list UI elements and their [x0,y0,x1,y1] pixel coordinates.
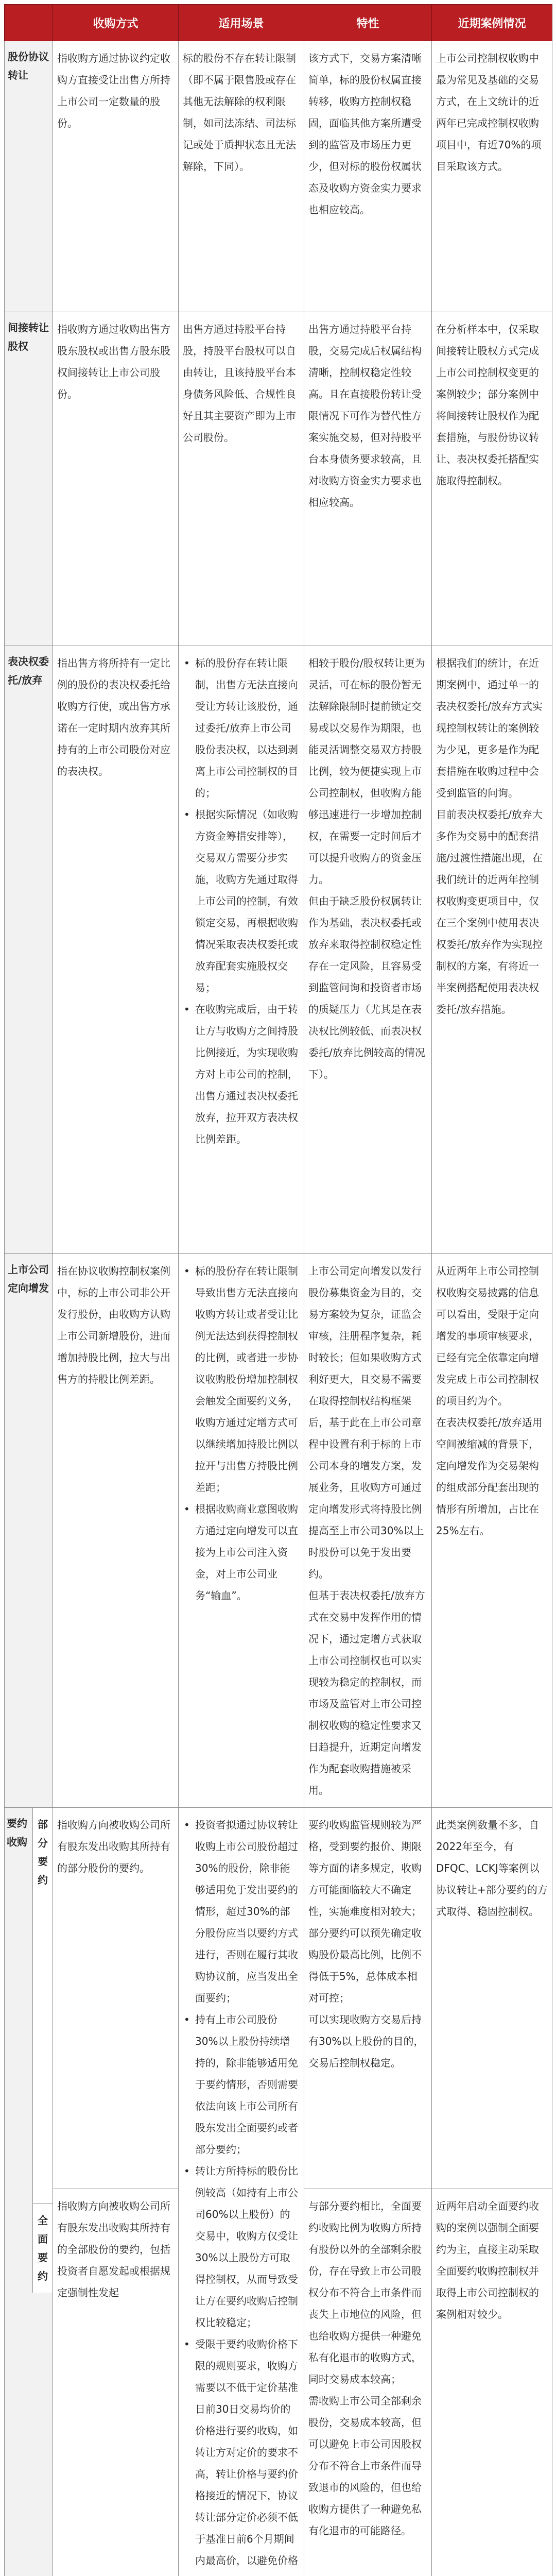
cases-cell: 此类案例数量不多，自2022年至今，有DFQC、LCKJ等案例以协议转让+部分要约的方式取得、稳固控制权。 [432,1808,552,2189]
acquisition-methods-table [4,4,552,2576]
list-item: • 在收购完成后，由于转让方与收购方之间持股比例接近，为实现收购方对上市公司的控制，出售方通过表决权委托放弃，拉开双方表决权比例差距。 [183,998,300,1150]
method-cell: 指收购方通过收购出售方股东股权或出售方股东股权间接转让上市公司股份。 [53,312,179,646]
header-scenario: 适用场景 [179,5,304,41]
features-cell: 出售方通过持股平台持股，交易完成后权属结构清晰，控制权稳定性较高。且在直接股份转让受限情况下可作为替代性方案实施交易，但对持股平台本身债务要求较高，且对收购方资金实力要求也相应较高。 [304,312,432,646]
sub-label-full: 全面要约 [33,2204,53,2293]
features-cell: 上市公司定向增发以发行股份募集资金为目的，交易方案较为复杂，证监会审核，注册程序复杂，耗时较长；但如果收购方式利好更大，且交易不需要在取得控制权结构框架后，基于此在上市公司章程中设置有利于标的上市公司本身的增发方案，发展业务，且收购方可通过定向增发形式将持股比例提高至上市公司30%以上时股份可以免于发出要约。 但基于表决权委托/放弃方式在交易中发挥作用的情况下，通过定增方式获取上市公司控制权也可以实现较为稳定的控制权，而市场及监管对上市公司控制权收购的稳定性要求又日趋提升，近期定向增发作为配套收购措施被采用。 [304,1254,432,1808]
list-item: • 持有上市公司股份30%以上股份持续增持的，除非能够适用免于要约情形，否则需要依法向该上市公司所有股东发出全面要约或者部分要约； [183,2009,300,2160]
header-features: 特性 [304,5,432,41]
method-cell: 指收购方向被收购公司所有股东发出收购其所持有的全部股份的要约，包括投资者自愿发起或根据规定强制性发起 [53,2189,179,2576]
row-label: 股份协议转让 [5,41,53,312]
row-label: 上市公司定向增发 [5,1254,53,1808]
table-row [5,312,552,646]
list-item: • 投资者拟通过协议转让收购上市公司股份超过30%的股份，除非能够适用免于发出要约的情形，超过30%的部分股份应当以要约方式进行，否则在履行其收购协议前，应当发出全面要约； [183,1814,300,2009]
row-label: 间接转让股权 [5,312,53,646]
cases-cell: 从近两年上市公司控制权收购交易披露的信息可以看出，受限于定向增发的事项审核要求，已经有完全依靠定向增发完成上市公司控制权的项目约为个。 在表决权委托/放弃适用空间被缩减的背景下，定向增发作为交易架构的组成部分配套出现的情形有所增加，占比在25%左右。 [432,1254,552,1808]
row-label-text: 要约收购 [7,1817,27,1848]
cases-cell: 在分析样本中，仅采取间接转让股权方式完成上市公司控制权变更的案例较少；部分案例中将间接转让股权作为配套措施，与股份协议转让、表决权委托搭配实施取得控制权。 [432,312,552,646]
list-item: • 标的股份存在转让限制，出售方无法直接向受让方转让该股份，通过委托/放弃上市公司股份表决权，以达到剥离上市公司控制权的目的； [183,652,300,804]
scenario-cell: 标的股份不存在转让限制（即不属于限售股或存在其他无法解除的权利限制，如司法冻结、司法标记或处于质押状态且无法解除，下同）。 [179,41,304,312]
table-row [5,646,552,1254]
method-cell: 指收购方通过协议约定收购方直接受让出售方所持上市公司一定数量的股份。 [53,41,179,312]
table-row [5,1808,552,2189]
list-item: • 根据收购商业意图收购方通过定向增发可以直接为上市公司注入资金，对上市公司业务“输血”。 [183,1498,300,1606]
features-cell: 要约收购监管规则较为严格，受到要约报价、期限等方面的诸多规定，收购方可能面临较大不确定性，实施难度相对较大； 部分要约可以预先确定收购股份最高比例，比例不得低于5%，总体成本相对可控； 可以实现收购方交易后持有30%以上股份的目的，交易后控制权稳定。 [304,1808,432,2189]
list-item: • 标的股份存在转让限制导致出售方无法直接向收购方转让或者受让比例无法达到获得控制权的比例，或者进一步协议收购股份增加控制权会触发全面要约义务，收购方通过定增方式可以继续增加持股比例以拉开与出售方持股比例差距； [183,1260,300,1498]
method-cell: 指收购方向被收购公司所有股东发出收购其所持有的部分股份的要约。 [53,1808,179,2189]
scenario-list [183,1814,300,2576]
header-type [5,5,53,41]
scenario-cell: 出售方通过持股平台持股，持股平台股权可以自由转让，且该持股平台本身债务风险低、合规性良好且其主要资产即为上市公司股份。 [179,312,304,646]
features-cell: 该方式下，交易方案清晰简单，标的股份权属直接转移，收购方控制权稳固，面临其他方案所遭受到的监管及市场压力更少，但对标的股份权属状态及收购方资金实力要求也相应较高。 [304,41,432,312]
scenario-cell [179,646,304,1254]
method-cell: 指出售方将所持有一定比例的股份的表决权委托给收购方行使，或出售方承诺在一定时期内放弃其所持有的上市公司股份对应的表决权。 [53,646,179,1254]
header-method: 收购方式 [53,5,179,41]
list-item: • 受限于要约收购价格下限的规则要求，收购方需要以不低于定价基准日前30日交易均价的价格进行要约收购，如转让方对定价的要求不高，转让价格与要约价格接近的情况下，协议转让部分定价必须不低于基准日前6个月期间内最高价，以避免价格 [183,2333,300,2576]
row-label [5,1808,53,2576]
row-label: 表决权委托/放弃 [5,646,53,1254]
scenario-list [183,652,300,1150]
table-row [5,41,552,312]
list-item: • 转让方所持标的股份比例较高（如持有上市公司60%以上股份）的交易中，收购方仅受让30%以上股份方可取得控制权，从而导致受让方在要约收购后控制权比较稳定； [183,2160,300,2333]
scenario-cell [179,1808,304,2576]
table-header-row [5,5,552,41]
features-cell: 与部分要约相比，全面要约收购比例为收购方所持有股份以外的全部剩余股份，存在导致上市公司股权分布不符合上市条件而丧失上市地位的风险，但也给收购方提供一种避免私有化退市的收购方式，同时交易成本较高； 需收购上市公司全部剩余股份，交易成本较高，但可以避免上市公司因股权分布不符合上市条件而导致退市的风险的，但也给收购方提供了一种避免私有化退市的可能路径。 [304,2189,432,2576]
sub-label-partial: 部分要约 [38,1818,48,1886]
method-cell: 指在协议收购控制权案例中，标的上市公司非公开发行股份，由收购方认购上市公司新增股份，进而增加持股比例，拉大与出售方的持股比例差距。 [53,1254,179,1808]
scenario-list [183,1260,300,1606]
scenario-cell [179,1254,304,1808]
table-row [5,1254,552,1808]
cases-cell: 近两年启动全面要约收购的案例以强制全面要约为主，直接主动采取全面要约收购控制权并取得上市公司控制权的案例相对较少。 [432,2189,552,2576]
features-cell: 相较于股份/股权转让更为灵活，可在标的股份暂无法解除限制时提前锁定交易或以交易作为期限，也能灵活调整交易双方持股比例，较为便捷实现上市公司控制权，但收购方能够迅速进行一步增加控制权，在需要一定时间后才可以提升收购方的资金压力。 但由于缺乏股份权属转让作为基础，表决权委托或放弃来取得控制权稳定性存在一定风险，且容易受到监管问询和投资者市场的质疑压力（尤其是在表决权比例较低、而表决权委托/放弃比例较高的情况下）。 [304,646,432,1254]
cases-cell: 上市公司控制权收购中最为常见及基础的交易方式，在上文统计的近两年已完成控制权收购项目中，有近70%的项目采取该方式。 [432,41,552,312]
list-item: • 根据实际情况（如收购方资金筹措安排等），交易双方需要分步实施，收购方先通过取得上市公司的控制，有效锁定交易，再根据收购情况采取表决权委托或放弃配套实施股权交易； [183,804,300,998]
header-cases: 近期案例情况 [432,5,552,41]
cases-cell: 根据我们的统计，在近期案例中，通过单一的表决权委托/放弃方式实现控制权转让的案例较为少见，更多是作为配套措施在收购过程中会受到监管的问询。 目前表决权委托/放弃大多作为交易中的配套措施/过渡性措施出现，在我们统计的近两年控制权收购变更项目中，仅在三个案例中使用表决权委托/放弃作为实现控制权的方案，有将近一半案例搭配使用表决权委托/放弃措施。 [432,646,552,1254]
